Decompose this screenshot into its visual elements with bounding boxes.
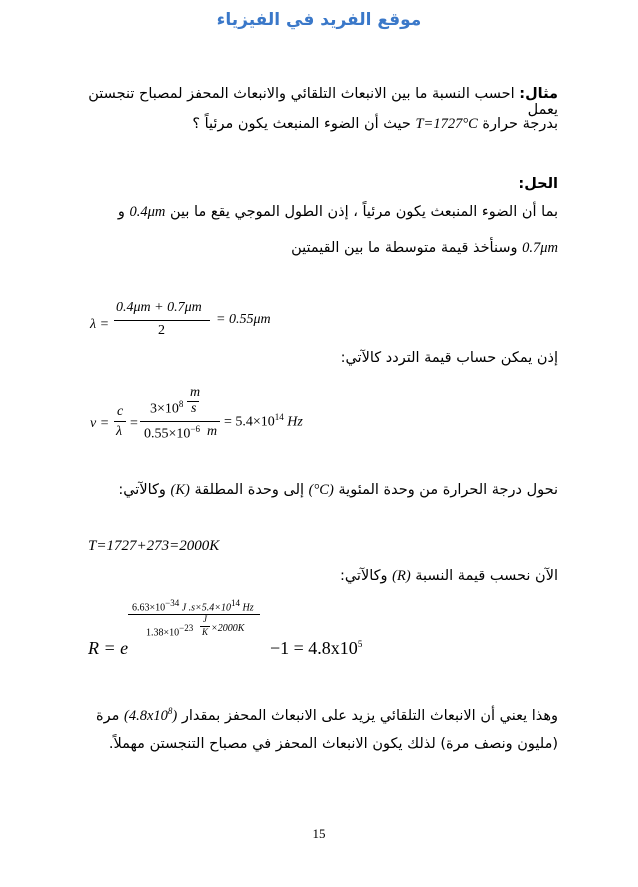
lambda-lhs: λ =: [90, 317, 110, 332]
site-title: موقع الفريد في الفيزياء: [216, 10, 422, 30]
lambda-result: = 0.55μm: [216, 312, 271, 327]
nu-num-exp: 8: [178, 399, 184, 409]
convert-unit-kelvin: (K): [170, 482, 190, 498]
nu-c: c: [117, 404, 124, 419]
ratio-exp-num-exp2: 14: [231, 598, 241, 608]
page-number: 15: [312, 826, 326, 841]
ratio-exp-den-main: 1.38×10: [146, 627, 180, 639]
nu-fraction-line: [140, 421, 220, 422]
conclusion-line-1: [78, 706, 558, 725]
example-text-1: احسب النسبة ما بين الانبعاث التلقائي والانبعاث المحفز لمصباح تنجستن يعمل: [88, 86, 558, 118]
nu-lambda: λ: [116, 424, 123, 439]
ratio-result: [270, 638, 362, 659]
nu-equals: =: [130, 416, 138, 431]
ratio-exp-den-exp: −23: [179, 623, 194, 633]
conclusion-text-pre: وهذا يعني أن الانبعاث التلقائي يزيد على الانبعاث المحفز بمقدار: [181, 707, 558, 724]
example-text-2-pre: بدرجة حرارة: [482, 116, 558, 132]
conclusion-value-exp: 8: [167, 706, 173, 716]
lambda-numerator: 0.4μm + 0.7μm: [116, 300, 202, 315]
ratio-exp-den-tail: ×2000K: [211, 623, 245, 634]
nu-result-unit: Hz: [287, 414, 303, 430]
ratio-intro-post: وكالآتي:: [339, 568, 388, 584]
conclusion-text-post: مرة: [96, 707, 120, 724]
ratio-lhs: R = e: [88, 638, 129, 658]
nu-num-unit-s: s: [191, 401, 197, 416]
ratio-exp-num-main: 6.63×10: [132, 602, 166, 614]
ratio-exp-denominator: [146, 623, 193, 638]
nu-result: [224, 412, 303, 431]
solution-text-1: بما أن الضوء المنبعث يكون مرئياً ، إذن الطول الموجي يقع ما بين: [169, 204, 558, 220]
solution-label: الحل:: [518, 176, 558, 192]
ratio-result-exp: 5: [357, 639, 363, 649]
ratio-intro: [78, 568, 558, 585]
example-temperature: T=1727°C: [415, 116, 478, 132]
nu-den-exp: −6: [190, 424, 200, 434]
nu-num-main-text: 3×10: [150, 401, 179, 417]
ratio-exp-num-mid: J .s×5.4×10: [179, 602, 232, 614]
solution-line-2: [78, 240, 558, 257]
solution-and: و: [117, 204, 125, 220]
ratio-exp-num-exp1: −34: [165, 598, 180, 608]
ratio-exp-fraction-line: [128, 614, 260, 615]
ratio-intro-pre: الآن نحسب قيمة النسبة: [415, 568, 558, 584]
solution-text-2: وسنأخذ قيمة متوسطة ما بين القيمتين: [291, 240, 518, 256]
solution-line-1: [78, 204, 558, 221]
solution-value-1: 0.4μm: [129, 204, 166, 220]
convert-line: [78, 482, 558, 499]
frequency-intro: إذن يمكن حساب قيمة التردد كالآتي:: [340, 350, 558, 366]
ratio-exp-numerator: [132, 598, 254, 613]
example-text-2-post: حيث أن الضوء المنبعث يكون مرئياً ؟: [192, 116, 411, 132]
example-line-1: [78, 86, 558, 118]
convert-text-pre: نحول درجة الحرارة من وحدة المئوية: [338, 482, 558, 498]
ratio-result-text: −1 = 4.8x10: [270, 638, 358, 658]
ratio-exp-num-unit: Hz: [240, 602, 254, 614]
nu-result-exp: 14: [274, 412, 284, 422]
conclusion-value: [124, 708, 177, 724]
nu-den-unit: m: [207, 424, 218, 439]
convert-unit-celsius: (°C): [308, 482, 334, 498]
equation-temperature: T=1727+273=2000K: [88, 538, 220, 554]
conclusion-line-2: (مليون ونصف مرة) لذلك يكون الانبعاث المحفز في مصباح التنجستن مهملاً.: [108, 736, 558, 752]
example-line-2: [78, 116, 558, 133]
conclusion-value-close: ): [172, 707, 178, 724]
nu-c-fraction-line: [114, 421, 126, 422]
lambda-denominator: 2: [158, 323, 165, 338]
nu-num-unit-m: m: [190, 385, 201, 400]
solution-value-2: 0.7μm: [522, 240, 558, 256]
convert-text-mid: إلى وحدة المطلقة: [194, 482, 305, 498]
ratio-exp-den-k: K: [202, 627, 209, 637]
example-label: مثال:: [519, 86, 558, 102]
ratio-exp-den-j: J: [203, 614, 207, 624]
nu-den-main-text: 0.55×10: [144, 426, 191, 442]
conclusion-value-main: (4.8x10: [124, 707, 168, 724]
nu-lhs: ν =: [90, 416, 110, 431]
nu-den-main: [144, 424, 200, 443]
lambda-fraction-line: [114, 320, 210, 321]
ratio-intro-r: (R): [392, 568, 411, 584]
nu-num-main: [150, 399, 183, 418]
nu-result-text: = 5.4×10: [224, 414, 275, 430]
convert-text-post: وكالآتي:: [118, 482, 166, 498]
